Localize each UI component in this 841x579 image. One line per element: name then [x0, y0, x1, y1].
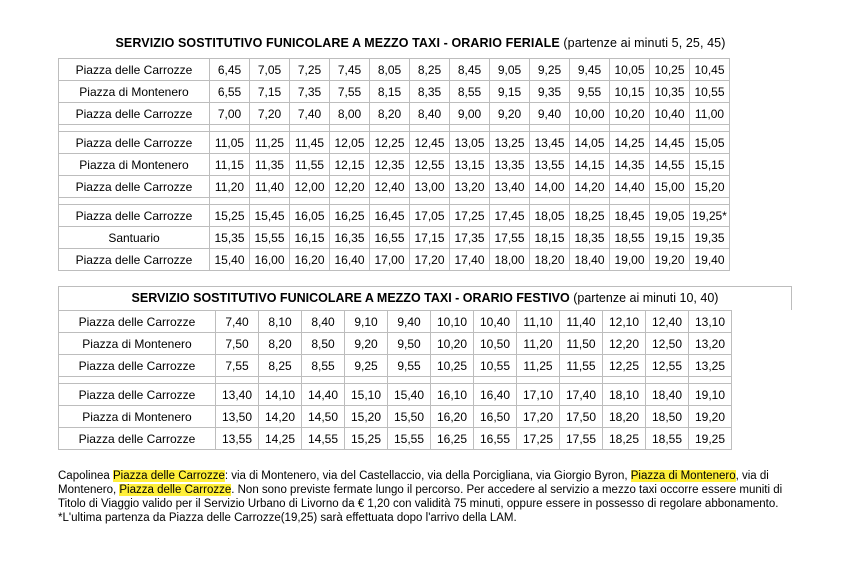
departure-time: 16,55: [370, 227, 410, 249]
departure-time: 7,40: [290, 103, 330, 125]
departure-time: 15,40: [210, 249, 250, 271]
departure-time: 9,40: [530, 103, 570, 125]
departure-time: 11,50: [560, 333, 603, 355]
block-separator: [59, 125, 730, 132]
departure-time: 17,40: [450, 249, 490, 271]
departure-time: 10,25: [650, 59, 690, 81]
weekday-timetable: [58, 58, 730, 271]
departure-time: 8,05: [370, 59, 410, 81]
departure-time: 17,55: [560, 428, 603, 450]
departure-time: 11,20: [517, 333, 560, 355]
departure-time: 12,40: [646, 311, 689, 333]
holiday-timetable: [58, 310, 732, 450]
route-notes: [58, 469, 798, 525]
departure-time: 19,35: [690, 227, 730, 249]
departure-time: 16,15: [290, 227, 330, 249]
departure-time: 16,00: [250, 249, 290, 271]
departure-time: 18,25: [603, 428, 646, 450]
departure-time: 9,45: [570, 59, 610, 81]
departure-time: 19,15: [650, 227, 690, 249]
departure-time: 8,40: [302, 311, 345, 333]
stop-name: Piazza delle Carrozze: [59, 205, 210, 227]
notes-text-3: , via di Montenero,: [58, 470, 769, 496]
separator-cell: [388, 377, 431, 384]
departure-time: 17,15: [410, 227, 450, 249]
departure-time: 9,05: [490, 59, 530, 81]
highlight-terminus-1: Piazza delle Carrozze: [112, 470, 225, 482]
departure-time: 14,25: [610, 132, 650, 154]
departure-time: 8,55: [450, 81, 490, 103]
stop-name: Piazza delle Carrozze: [59, 428, 216, 450]
departure-time: 16,20: [431, 406, 474, 428]
departure-time: 11,40: [560, 311, 603, 333]
separator-cell: [330, 125, 370, 132]
holiday-title-box: [58, 286, 792, 310]
departure-time: 12,00: [290, 176, 330, 198]
departure-time: 14,45: [650, 132, 690, 154]
stop-name: Piazza delle Carrozze: [59, 59, 210, 81]
departure-time: 8,45: [450, 59, 490, 81]
stop-name: Piazza delle Carrozze: [59, 355, 216, 377]
departure-time: 18,45: [610, 205, 650, 227]
departure-time: 12,45: [410, 132, 450, 154]
departure-time: 16,10: [431, 384, 474, 406]
separator-cell: [560, 377, 603, 384]
departure-time: 17,20: [410, 249, 450, 271]
departure-time: 10,20: [431, 333, 474, 355]
table-row: [59, 227, 730, 249]
table-row: [59, 59, 730, 81]
table-row: [59, 205, 730, 227]
departure-time: 12,25: [370, 132, 410, 154]
departure-time: 10,50: [474, 333, 517, 355]
block-separator: [59, 377, 732, 384]
departure-time: 14,20: [570, 176, 610, 198]
departure-time: 10,10: [431, 311, 474, 333]
separator-cell: [216, 377, 259, 384]
separator-cell: [610, 198, 650, 205]
separator-cell: [290, 125, 330, 132]
departure-time: 8,15: [370, 81, 410, 103]
departure-time: 13,35: [490, 154, 530, 176]
departure-time: 8,10: [259, 311, 302, 333]
separator-cell: [210, 125, 250, 132]
table-row: [59, 249, 730, 271]
departure-time: 19,40: [690, 249, 730, 271]
separator-cell: [530, 198, 570, 205]
separator-cell: [570, 198, 610, 205]
departure-time: 13,25: [689, 355, 732, 377]
departure-time: 10,35: [650, 81, 690, 103]
departure-time: 10,00: [570, 103, 610, 125]
departure-time: 14,00: [530, 176, 570, 198]
departure-time: 9,00: [450, 103, 490, 125]
table-row: [59, 103, 730, 125]
separator-cell: [59, 198, 210, 205]
separator-cell: [345, 377, 388, 384]
separator-cell: [690, 198, 730, 205]
separator-cell: [290, 198, 330, 205]
departure-time: 18,35: [570, 227, 610, 249]
notes-text-4: . Non sono previste fermate lungo il percorso. Per accedere al servizio a mezzo taxi occorre essere muniti di Titolo di Viaggio valido per il Servizio Urbano di Livorno da € 1,20 con validità 75 minuti, oppure essere in possesso di regolare abbonamento.: [58, 484, 783, 510]
separator-cell: [517, 377, 560, 384]
stop-name: Piazza di Montenero: [59, 333, 216, 355]
departure-time: 14,20: [259, 406, 302, 428]
separator-cell: [370, 125, 410, 132]
departure-time: 12,55: [646, 355, 689, 377]
departure-time: 9,10: [345, 311, 388, 333]
stop-name: Santuario: [59, 227, 210, 249]
departure-time: 14,10: [259, 384, 302, 406]
departure-time: 14,05: [570, 132, 610, 154]
stop-name: Piazza delle Carrozze: [59, 311, 216, 333]
departure-time: 13,55: [530, 154, 570, 176]
departure-time: 13,20: [450, 176, 490, 198]
departure-time: 11,15: [210, 154, 250, 176]
departure-time: 16,40: [474, 384, 517, 406]
departure-time: 17,05: [410, 205, 450, 227]
separator-cell: [689, 377, 732, 384]
departure-time: 13,05: [450, 132, 490, 154]
departure-time: 6,45: [210, 59, 250, 81]
departure-time: 13,25: [490, 132, 530, 154]
departure-time: 8,55: [302, 355, 345, 377]
departure-time: 15,45: [250, 205, 290, 227]
departure-time: 16,25: [330, 205, 370, 227]
separator-cell: [570, 125, 610, 132]
departure-time: 14,25: [259, 428, 302, 450]
departure-time: 11,40: [250, 176, 290, 198]
departure-time: 13,55: [216, 428, 259, 450]
departure-time: 10,25: [431, 355, 474, 377]
departure-time: 17,35: [450, 227, 490, 249]
separator-cell: [410, 125, 450, 132]
departure-time: 10,55: [474, 355, 517, 377]
departure-time: 11,55: [290, 154, 330, 176]
departure-time: 7,00: [210, 103, 250, 125]
departure-time: 16,45: [370, 205, 410, 227]
separator-cell: [250, 125, 290, 132]
departure-time: 15,10: [345, 384, 388, 406]
table-row: [59, 355, 732, 377]
departure-time: 17,55: [490, 227, 530, 249]
departure-time: 19,10: [689, 384, 732, 406]
separator-cell: [302, 377, 345, 384]
departure-time: 9,20: [490, 103, 530, 125]
departure-time: 7,50: [216, 333, 259, 355]
separator-cell: [490, 125, 530, 132]
separator-cell: [690, 125, 730, 132]
separator-cell: [450, 198, 490, 205]
departure-time: 7,25: [290, 59, 330, 81]
departure-time: 9,35: [530, 81, 570, 103]
departure-time: 10,45: [690, 59, 730, 81]
departure-time: 12,55: [410, 154, 450, 176]
departure-time: 14,50: [302, 406, 345, 428]
departure-time: 8,40: [410, 103, 450, 125]
departure-time: 18,05: [530, 205, 570, 227]
departure-time: 17,40: [560, 384, 603, 406]
departure-time: 19,25: [689, 428, 732, 450]
departure-time: 8,20: [370, 103, 410, 125]
departure-time: 16,25: [431, 428, 474, 450]
departure-time: 9,25: [345, 355, 388, 377]
departure-time: 12,25: [603, 355, 646, 377]
stop-name: Piazza di Montenero: [59, 81, 210, 103]
departure-time: 14,15: [570, 154, 610, 176]
departure-time: 16,20: [290, 249, 330, 271]
departure-time: 12,40: [370, 176, 410, 198]
departure-time: 7,20: [250, 103, 290, 125]
highlight-terminus-2: Piazza delle Carrozze: [119, 484, 232, 496]
departure-time: 17,20: [517, 406, 560, 428]
separator-cell: [650, 125, 690, 132]
departure-time: 18,40: [646, 384, 689, 406]
separator-cell: [431, 377, 474, 384]
departure-time: 8,20: [259, 333, 302, 355]
departure-time: 8,50: [302, 333, 345, 355]
departure-time: 9,55: [388, 355, 431, 377]
separator-cell: [610, 125, 650, 132]
departure-time: 9,50: [388, 333, 431, 355]
departure-time: 13,40: [216, 384, 259, 406]
separator-cell: [330, 198, 370, 205]
departure-time: 19,00: [610, 249, 650, 271]
departure-time: 10,40: [650, 103, 690, 125]
departure-time: 11,55: [560, 355, 603, 377]
departure-time: 7,35: [290, 81, 330, 103]
departure-time: 12,15: [330, 154, 370, 176]
stop-name: Piazza di Montenero: [59, 154, 210, 176]
departure-time: 11,45: [290, 132, 330, 154]
separator-cell: [530, 125, 570, 132]
departure-time: 19,20: [689, 406, 732, 428]
departure-time: 12,35: [370, 154, 410, 176]
departure-time: 13,10: [689, 311, 732, 333]
departure-time: 8,25: [259, 355, 302, 377]
departure-time: 18,15: [530, 227, 570, 249]
departure-time: 11,00: [690, 103, 730, 125]
departure-time: 18,25: [570, 205, 610, 227]
departure-time: 15,35: [210, 227, 250, 249]
departure-time: 10,15: [610, 81, 650, 103]
departure-time: 16,05: [290, 205, 330, 227]
departure-time: 17,50: [560, 406, 603, 428]
departure-time: 11,35: [250, 154, 290, 176]
departure-time: 15,20: [690, 176, 730, 198]
notes-text-1: Capolinea: [58, 470, 113, 482]
departure-time: 18,55: [646, 428, 689, 450]
weekday-title-text: SERVIZIO SOSTITUTIVO FUNICOLARE A MEZZO TAXI - ORARIO FERIALE: [115, 36, 560, 50]
stop-name: Piazza delle Carrozze: [59, 132, 210, 154]
departure-time: 9,15: [490, 81, 530, 103]
stop-name: Piazza delle Carrozze: [59, 176, 210, 198]
weekday-title: [0, 36, 841, 50]
departure-time: 15,00: [650, 176, 690, 198]
departure-time: 17,25: [450, 205, 490, 227]
departure-time: 11,05: [210, 132, 250, 154]
departure-time: 18,00: [490, 249, 530, 271]
table-row: [59, 384, 732, 406]
departure-time: 7,55: [330, 81, 370, 103]
departure-time: 13,00: [410, 176, 450, 198]
departure-time: 12,20: [603, 333, 646, 355]
highlight-montenero: Piazza di Montenero: [630, 470, 736, 482]
departure-time: 10,20: [610, 103, 650, 125]
departure-time: 14,40: [610, 176, 650, 198]
departure-time: 16,50: [474, 406, 517, 428]
departure-time: 9,20: [345, 333, 388, 355]
departure-time: 18,40: [570, 249, 610, 271]
departure-time: 17,25: [517, 428, 560, 450]
separator-cell: [450, 125, 490, 132]
stop-name: Piazza delle Carrozze: [59, 384, 216, 406]
separator-cell: [59, 125, 210, 132]
table-row: [59, 154, 730, 176]
departure-time: 11,25: [517, 355, 560, 377]
stop-name: Piazza delle Carrozze: [59, 249, 210, 271]
departure-time: 19,20: [650, 249, 690, 271]
separator-cell: [210, 198, 250, 205]
separator-cell: [250, 198, 290, 205]
departure-time: 9,55: [570, 81, 610, 103]
departure-time: 18,10: [603, 384, 646, 406]
departure-time: 7,45: [330, 59, 370, 81]
departure-time: 14,55: [302, 428, 345, 450]
departure-time: 14,55: [650, 154, 690, 176]
separator-cell: [490, 198, 530, 205]
table-row: [59, 428, 732, 450]
departure-time: 10,55: [690, 81, 730, 103]
table-row: [59, 132, 730, 154]
block-separator: [59, 198, 730, 205]
departure-time: 18,20: [603, 406, 646, 428]
departure-time: 9,40: [388, 311, 431, 333]
departure-time: 15,55: [250, 227, 290, 249]
holiday-title-text: SERVIZIO SOSTITUTIVO FUNICOLARE A MEZZO TAXI - ORARIO FESTIVO: [131, 291, 570, 305]
separator-cell: [370, 198, 410, 205]
footnote: *L'ultima partenza da Piazza delle Carrozze(19,25) sarà effettuata dopo l'arrivo della LAM.: [58, 512, 517, 524]
stop-name: Piazza di Montenero: [59, 406, 216, 428]
departure-time: 14,35: [610, 154, 650, 176]
notes-text-2: : via di Montenero, via del Castellaccio, via della Porcigliana, via Giorgio Byron,: [224, 470, 631, 482]
table-row: [59, 176, 730, 198]
departure-time: 11,10: [517, 311, 560, 333]
departure-time: 8,00: [330, 103, 370, 125]
departure-time: 7,55: [216, 355, 259, 377]
departure-time: 10,05: [610, 59, 650, 81]
departure-time: 6,55: [210, 81, 250, 103]
holiday-title: [59, 291, 791, 305]
table-row: [59, 406, 732, 428]
stop-name: Piazza delle Carrozze: [59, 103, 210, 125]
departure-time: 7,05: [250, 59, 290, 81]
departure-time: 7,15: [250, 81, 290, 103]
departure-time: 13,20: [689, 333, 732, 355]
departure-time: 18,20: [530, 249, 570, 271]
departure-time: 19,05: [650, 205, 690, 227]
departure-time: 13,50: [216, 406, 259, 428]
departure-time: 13,45: [530, 132, 570, 154]
departure-time: 15,15: [690, 154, 730, 176]
separator-cell: [603, 377, 646, 384]
departure-time: 12,10: [603, 311, 646, 333]
departure-time: 17,45: [490, 205, 530, 227]
separator-cell: [59, 377, 216, 384]
separator-cell: [474, 377, 517, 384]
departure-time: 15,20: [345, 406, 388, 428]
departure-time: 15,05: [690, 132, 730, 154]
separator-cell: [410, 198, 450, 205]
table-row: [59, 81, 730, 103]
separator-cell: [646, 377, 689, 384]
departure-time: 13,40: [490, 176, 530, 198]
departure-time: 10,40: [474, 311, 517, 333]
table-row: [59, 333, 732, 355]
separator-cell: [259, 377, 302, 384]
departure-time: 16,35: [330, 227, 370, 249]
departure-time: 15,25: [210, 205, 250, 227]
weekday-title-note: (partenze ai minuti 5, 25, 45): [563, 36, 726, 50]
separator-cell: [650, 198, 690, 205]
departure-time: 18,50: [646, 406, 689, 428]
departure-time: 15,55: [388, 428, 431, 450]
departure-time: 12,20: [330, 176, 370, 198]
departure-time: 16,55: [474, 428, 517, 450]
departure-time: 15,40: [388, 384, 431, 406]
departure-time: 16,40: [330, 249, 370, 271]
departure-time: 13,15: [450, 154, 490, 176]
departure-time: 19,25*: [690, 205, 730, 227]
table-row: [59, 311, 732, 333]
departure-time: 11,25: [250, 132, 290, 154]
departure-time: 7,40: [216, 311, 259, 333]
departure-time: 12,05: [330, 132, 370, 154]
departure-time: 17,00: [370, 249, 410, 271]
departure-time: 17,10: [517, 384, 560, 406]
departure-time: 12,50: [646, 333, 689, 355]
departure-time: 18,55: [610, 227, 650, 249]
departure-time: 8,25: [410, 59, 450, 81]
departure-time: 15,50: [388, 406, 431, 428]
departure-time: 15,25: [345, 428, 388, 450]
departure-time: 14,40: [302, 384, 345, 406]
departure-time: 8,35: [410, 81, 450, 103]
departure-time: 11,20: [210, 176, 250, 198]
holiday-title-note: (partenze ai minuti 10, 40): [573, 291, 719, 305]
departure-time: 9,25: [530, 59, 570, 81]
